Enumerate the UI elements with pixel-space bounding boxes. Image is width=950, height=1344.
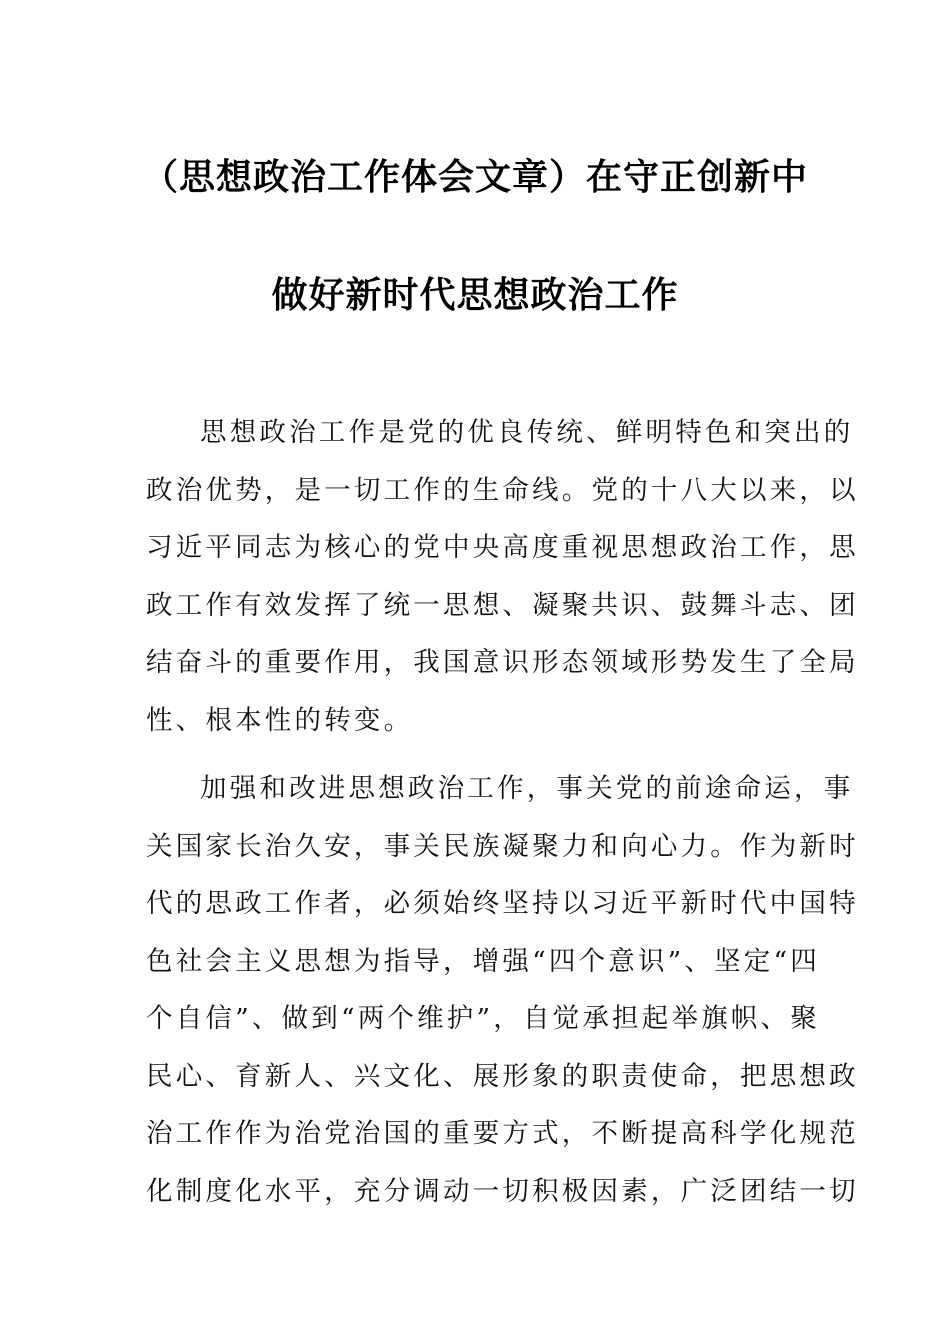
paragraph-line: 关国家长治久安，事关民族凝聚力和向心力。作为新时 bbox=[146, 830, 859, 862]
paragraph-line: 化制度化水平，充分调动一切积极因素，广泛团结一切 bbox=[146, 1175, 859, 1207]
paragraph-line: 思想政治工作是党的优良传统、鲜明特色和突出的 bbox=[200, 417, 854, 448]
paragraph-line: 政治优势，是一切工作的生命线。党的十八大以来，以 bbox=[146, 474, 859, 506]
paragraph-2 bbox=[146, 760, 859, 1220]
paragraph-1 bbox=[146, 404, 859, 749]
paragraph-line: 习近平同志为核心的党中央高度重视思想政治工作，思 bbox=[146, 532, 859, 563]
paragraph-line: 代的思政工作者，必须始终坚持以习近平新时代中国特 bbox=[146, 888, 859, 919]
paragraph-line: 民心、育新人、兴文化、展形象的职责使命，把思想政 bbox=[146, 1060, 859, 1092]
paragraph-line: 个自信”、做到“两个维护”，自觉承担起举旗帜、聚 bbox=[146, 1003, 820, 1034]
paragraph-line: 政工作有效发挥了统一思想、凝聚共识、鼓舞斗志、团 bbox=[146, 589, 859, 621]
document-title-line-1: （思想政治工作体会文章）在守正创新中 bbox=[141, 157, 808, 198]
paragraph-line: 色社会主义思想为指导，增强“四个意识”、坚定“四 bbox=[146, 945, 820, 977]
document-title-line-2: 做好新时代思想政治工作 bbox=[271, 275, 679, 316]
paragraph-line: 治工作作为治党治国的重要方式，不断提高科学化规范 bbox=[146, 1118, 859, 1149]
paragraph-line: 结奋斗的重要作用，我国意识形态领域形势发生了全局 bbox=[146, 647, 859, 678]
paragraph-line: 加强和改进思想政治工作，事关党的前途命运，事 bbox=[200, 773, 854, 804]
paragraph-line: 性、根本性的转变。 bbox=[146, 704, 414, 736]
